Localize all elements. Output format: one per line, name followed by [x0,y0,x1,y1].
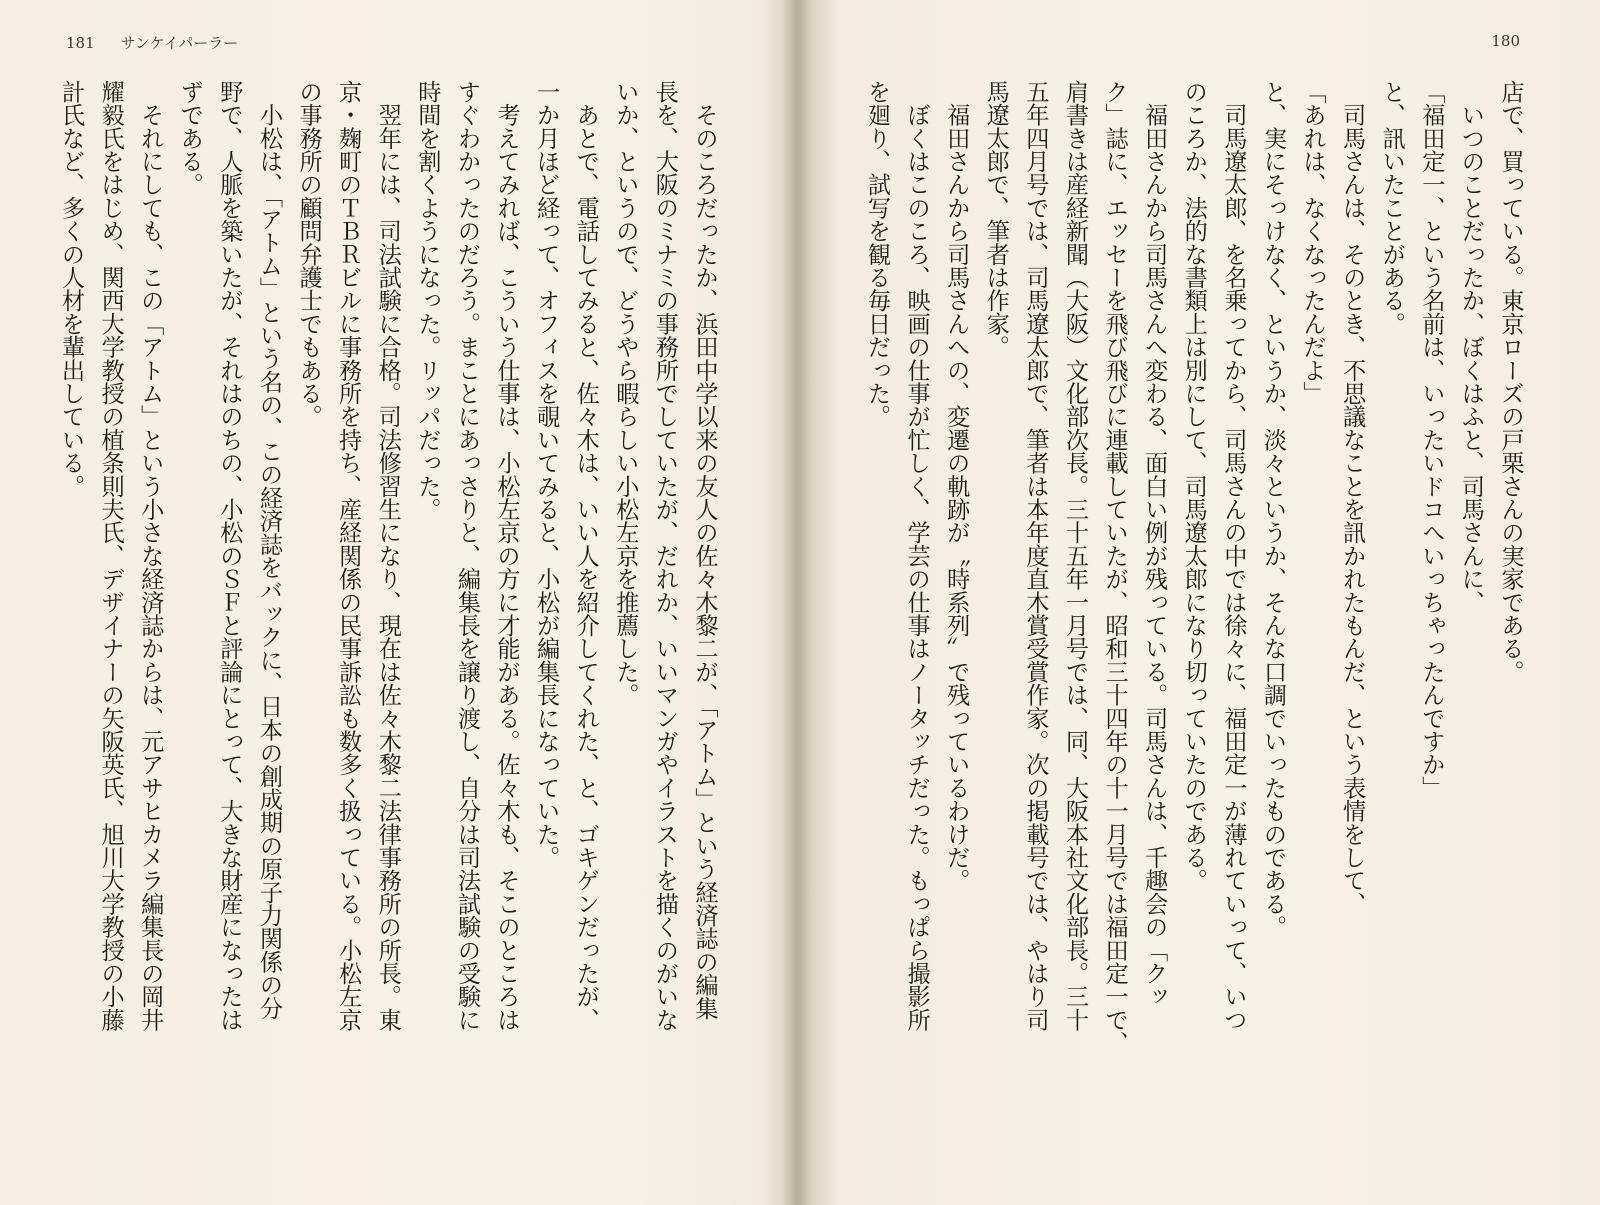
right-page [810,0,1600,1205]
text-line: 一か月ほど経って、オフィスを覗いてみると、小松が編集長になっていた。 [532,80,560,869]
text-line: 司馬遼太郎、を名乗ってから、司馬さんの中では徐々に、福田定一が薄れていって、いつ [1219,80,1247,1032]
text-line: いか、というので、どうやら暇らしい小松左京を推薦した。 [611,80,639,707]
text-line: のころか、法的な書類上は別にして、司馬遼太郎になり切っていたのである。 [1180,80,1208,892]
text-line: それにしても、この「アトム」という小さな経済誌からは、元アサヒカメラ編集長の岡井 [136,80,164,1032]
text-line: ク」誌に、エッセーを飛び飛びに連載していたが、昭和三十四年の十一月号では福田定一で、 [1101,80,1129,1055]
left-page-number: 181 [66,34,95,52]
text-line: と、実にそっけなく、というか、淡々というか、そんな口調でいったものである。 [1259,80,1287,939]
text-line: を廻り、試写を観る毎日だった。 [863,80,891,428]
left-page [0,0,790,1205]
text-line: 小松は、「アトム」という名の、この経済誌をバックに、日本の創成期の原子力関係の分 [255,80,283,1020]
text-line: 長を、大阪のミナミの事務所でしていたが、だれか、いいマンガやイラストを描くのがいな [651,80,679,1032]
text-line: 店で、買っている。東京ローズの戸栗さんの実家である。 [1497,80,1524,684]
text-line: そのころだったか、浜田中学以来の友人の佐々木黎二が、「アトム」という経済誌の編集 [691,80,718,1020]
text-line: 京・麹町のＴＢＲビルに事務所を持ち、産経関係の民事訴訟も数多く扱っている。小松左京 [334,80,362,1032]
text-line: いつのことだったか、ぼくはふと、司馬さんに、 [1457,80,1485,614]
right-page-body [863,80,1530,1190]
text-line: 耀毅氏をはじめ、関西大学教授の植条則夫氏、デザイナーの矢阪英氏、旭川大学教授の小藤 [97,80,125,1032]
text-line: 野で、人脈を築いたが、それはのちの、小松のＳＦと評論にとって、大きな財産になったは [215,80,243,1032]
text-line: ずである。 [176,80,204,196]
right-page-header [1491,32,1520,50]
text-line: 時間を割くようになった。リッパだった。 [413,80,441,521]
text-line: 肩書きは産経新聞（大阪）文化部次長。三十五年一月号では、同、大阪本社文化部長。三十 [1061,80,1089,1032]
left-page-header [66,32,238,53]
text-line: 「福田定一、という名前は、いったいドコへいっちゃったんですか」 [1417,80,1445,800]
text-line: 考えてみれば、こういう仕事は、小松左京の方に才能がある。佐々木も、そこのところは [493,80,521,1032]
text-line: 司馬さんは、そのとき、不思議なことを訊かれたもんだ、という表情をして、 [1338,80,1366,916]
text-line: 計氏など、多くの人材を輩出している。 [57,80,85,498]
text-line: 馬遼太郎で、筆者は作家。 [982,80,1010,359]
text-line: 福田さんから司馬さんへ変わる、面白い例が残っている。司馬さんは、千趣会の「クッ [1140,80,1168,1008]
text-line: ぼくはこのころ、映画の仕事が忙しく、学芸の仕事はノータッチだった。もっぱら撮影所 [903,80,931,1032]
text-line: すぐわかったのだろう。まことにあっさりと、編集長を譲り渡し、自分は司法試験の受験に [453,80,481,1032]
running-title: サンケイパーラー [120,34,239,52]
text-line: 「あれは、なくなったんだよ」 [1299,80,1327,405]
text-line: 福田さんから司馬さんへの、変遷の軌跡が〝時系列〟で残っているわけだ。 [942,80,970,892]
text-line: と、訊いたことがある。 [1378,80,1406,336]
text-line: あとで、電話してみると、佐々木は、いい人を紹介してくれた、と、ゴキゲンだったが、 [572,80,600,1032]
text-line: の事務所の顧問弁護士でもある。 [295,80,323,428]
text-line: 翌年には、司法試験に合格。司法修習生になり、現在は佐々木黎二法律事務所の所長。東 [374,80,402,1032]
right-page-number: 180 [1491,32,1520,50]
left-page-body [44,80,724,1190]
text-line: 五年四月号では、司馬遼太郎で、筆者は本年度直木賞受賞作家。次の掲載号では、やはり司 [1021,80,1049,1032]
